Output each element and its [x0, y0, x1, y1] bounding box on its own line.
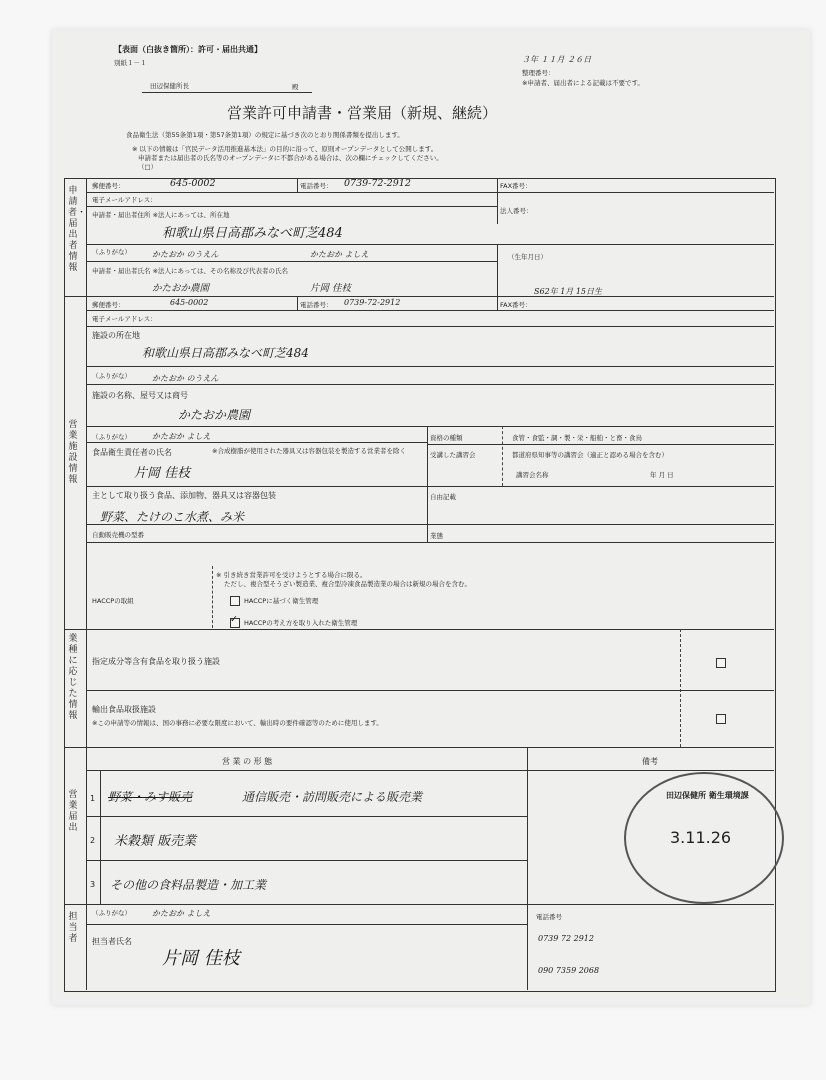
form-number: 別紙１－１ — [114, 59, 147, 67]
phone-label: 電話番号： — [300, 182, 333, 190]
facility-phone-value: 0739-72-2912 — [344, 298, 401, 307]
row-1-number: 1 — [90, 794, 96, 803]
applicant-name-label: 申請者・届出者氏名 ※法人にあっては、その名称及び代表者の氏名 — [92, 267, 288, 275]
contact-phone-label: 電話番号 — [536, 913, 562, 921]
facility-name-label: 施設の名称、屋号又は商号 — [92, 391, 188, 400]
facility-location-label: 施設の所在地 — [92, 331, 140, 340]
applicant-representative: 片岡 佳枝 — [310, 283, 352, 294]
haccp-standard-label: HACCPに基づく衛生管理 — [244, 597, 319, 605]
contact-section-label: 担当者 — [68, 912, 78, 944]
qualification-label: 資格の種類 — [430, 434, 463, 442]
facility-section-label: 営業施設情報 — [68, 420, 78, 485]
haccp-standard-checkbox[interactable] — [230, 596, 240, 606]
postal-code-label: 郵便番号： — [92, 182, 125, 190]
training-note: 都道府県知事等の講習会（適正と認める場合を含む） — [512, 451, 668, 459]
export-facility-label: 輸出食品取扱施設 — [92, 705, 156, 714]
applicant-name: かたおか農園 — [152, 283, 210, 294]
manager-label: 食品衛生責任者の氏名 — [92, 448, 172, 457]
open-data-note-1: ※ 以下の情報は「官民データ活用推進基本法」の目的に沿って、原則オープンデータとして公開します。 — [132, 145, 438, 153]
registration-number-label: 整理番号： — [522, 69, 555, 77]
contact-name: 片岡 佳枝 — [162, 948, 240, 969]
qualification-options: 食管・食監・調・製・栄・船舶・と畜・食鳥 — [512, 434, 642, 442]
applicant-section-label: 申請者・届出者情報 — [68, 186, 87, 273]
manager-name: 片岡 佳枝 — [134, 466, 191, 481]
main-foods-value: 野菜、たけのこ水煮、み米 — [100, 510, 245, 524]
open-data-note-2: 申請者または届出者の氏名等のオープンデータに不都合がある場合は、次の欄にチェックしてください。 — [138, 154, 443, 162]
vending-machine-label: 自動販売機の型番 — [92, 531, 144, 539]
row-1-crossed: 野菜・みす販売 — [108, 790, 193, 804]
application-date: ３年 １１月 ２６日 — [522, 55, 592, 64]
row-2-value: 米穀類 販売業 — [114, 834, 197, 849]
applicant-section-divider — [86, 178, 87, 296]
manager-furigana: かたおか よしえ — [152, 432, 211, 441]
facility-location-furigana-label: （ふりがな） — [92, 372, 131, 380]
stamp-date: 3.11.26 — [670, 828, 732, 847]
form-header-label: 【表面（白抜き箇所）：許可・届出共通】 — [114, 45, 262, 54]
form-title: 営業許可申請書・営業届（新規、継続） — [227, 104, 498, 122]
open-data-note-3: （□） — [138, 163, 158, 171]
manager-furigana-label: （ふりがな） — [92, 433, 131, 441]
free-notes-label: 自由記載 — [430, 493, 456, 501]
contact-phone-2: 090 7359 2068 — [538, 966, 600, 975]
facility-fax-label: FAX番号： — [500, 301, 532, 309]
facility-postal-value: 645-0002 — [170, 298, 209, 307]
contact-furigana-label: （ふりがな） — [92, 909, 131, 917]
address-value: 和歌山県日高郡みなべ町芝484 — [162, 226, 343, 241]
facility-postal-label: 郵便番号： — [92, 301, 125, 309]
specified-ingredient-label: 指定成分等含有食品を取り扱う施設 — [92, 657, 220, 666]
industry-info-label: 業種に応じた情報 — [68, 634, 78, 721]
furigana-label: （ふりがな） — [92, 248, 131, 256]
address-label: 申請者・届出者住所 ※法人にあっては、所在地 — [92, 211, 230, 219]
business-notice-label: 営業届出 — [68, 790, 78, 833]
check-mark-icon: ✓ — [230, 614, 238, 625]
address-furigana-2: かたおか よしえ — [310, 250, 369, 259]
main-foods-label: 主として取り扱う食品、添加物、器具又は容器包装 — [92, 491, 276, 500]
haccp-approach-label: HACCPの考え方を取り入れた衛生管理 — [244, 619, 358, 627]
training-label: 受講した講習会 — [430, 451, 476, 459]
haccp-label: HACCPの取組 — [92, 597, 134, 605]
facility-location-value: 和歌山県日高郡みなべ町芝484 — [142, 346, 309, 360]
haccp-note-1: ※ 引き続き営業許可を受けようとする場合に限る。 — [216, 571, 367, 579]
receipt-stamp — [624, 772, 784, 904]
remarks-label: 業態 — [430, 532, 443, 540]
remarks-column-label: 備考 — [642, 757, 658, 766]
recipient-honorific: 殿 — [292, 83, 299, 91]
corporate-number-label: 法人番号： — [500, 207, 533, 215]
facility-name-value: かたおか農園 — [178, 408, 251, 422]
phone-value: 0739-72-2912 — [344, 178, 411, 189]
address-furigana: かたおか のうえん — [152, 250, 219, 259]
contact-phone-1: 0739 72 2912 — [538, 934, 594, 943]
row-3-value: その他の食料品製造・加工業 — [110, 878, 267, 892]
contact-name-label: 担当者氏名 — [92, 937, 132, 946]
application-form-sheet — [52, 30, 810, 1005]
row-3-number: 3 — [90, 880, 96, 889]
facility-phone-label: 電話番号： — [300, 301, 333, 309]
manager-note: ※合成樹脂が使用された器具又は容器包装を製造する営業者を除く — [212, 447, 406, 455]
legal-basis: 食品衛生法（第55条第1項・第57条第1項）の規定に基づき次のとおり関係書類を提出します。 — [126, 131, 404, 139]
email-label: 電子メールアドレス： — [92, 196, 157, 204]
course-date-label: 年 月 日 — [650, 471, 674, 479]
contact-furigana: かたおか よしえ — [152, 909, 211, 918]
facility-email-label: 電子メールアドレス： — [92, 315, 157, 323]
haccp-note-2: ただし、複合型そうざい製造業、複合型冷凍食品製造業の場合は新規の場合を含む。 — [224, 580, 471, 588]
postal-code-value: 645-0002 — [170, 178, 216, 189]
recipient-underline — [142, 92, 312, 93]
row-1-value: 通信販売・訪問販売による販売業 — [242, 790, 423, 804]
signature-note: ※申請者、届出者による記載は不要です。 — [522, 79, 644, 87]
facility-location-furigana: かたおか のうえん — [152, 374, 219, 383]
birthdate-label: （生年月日） — [508, 253, 547, 261]
birthdate-value: S62年 1月 15日生 — [534, 287, 603, 296]
stamp-office-text: 田辺保健所 衛生環境課 — [666, 791, 749, 800]
recipient: 田辺保健所長 — [150, 82, 189, 90]
specified-ingredient-checkbox[interactable] — [716, 658, 726, 668]
row-2-number: 2 — [90, 836, 96, 845]
fax-label: FAX番号： — [500, 182, 532, 190]
course-name-label: 講習会名称 — [516, 471, 549, 479]
export-facility-checkbox[interactable] — [716, 714, 726, 724]
export-note: ※この申請等の情報は、国の事務に必要な限度において、輸出時の要件確認等のために使用します。 — [92, 719, 383, 727]
business-form-label: 営 業 の 形 態 — [222, 757, 273, 766]
